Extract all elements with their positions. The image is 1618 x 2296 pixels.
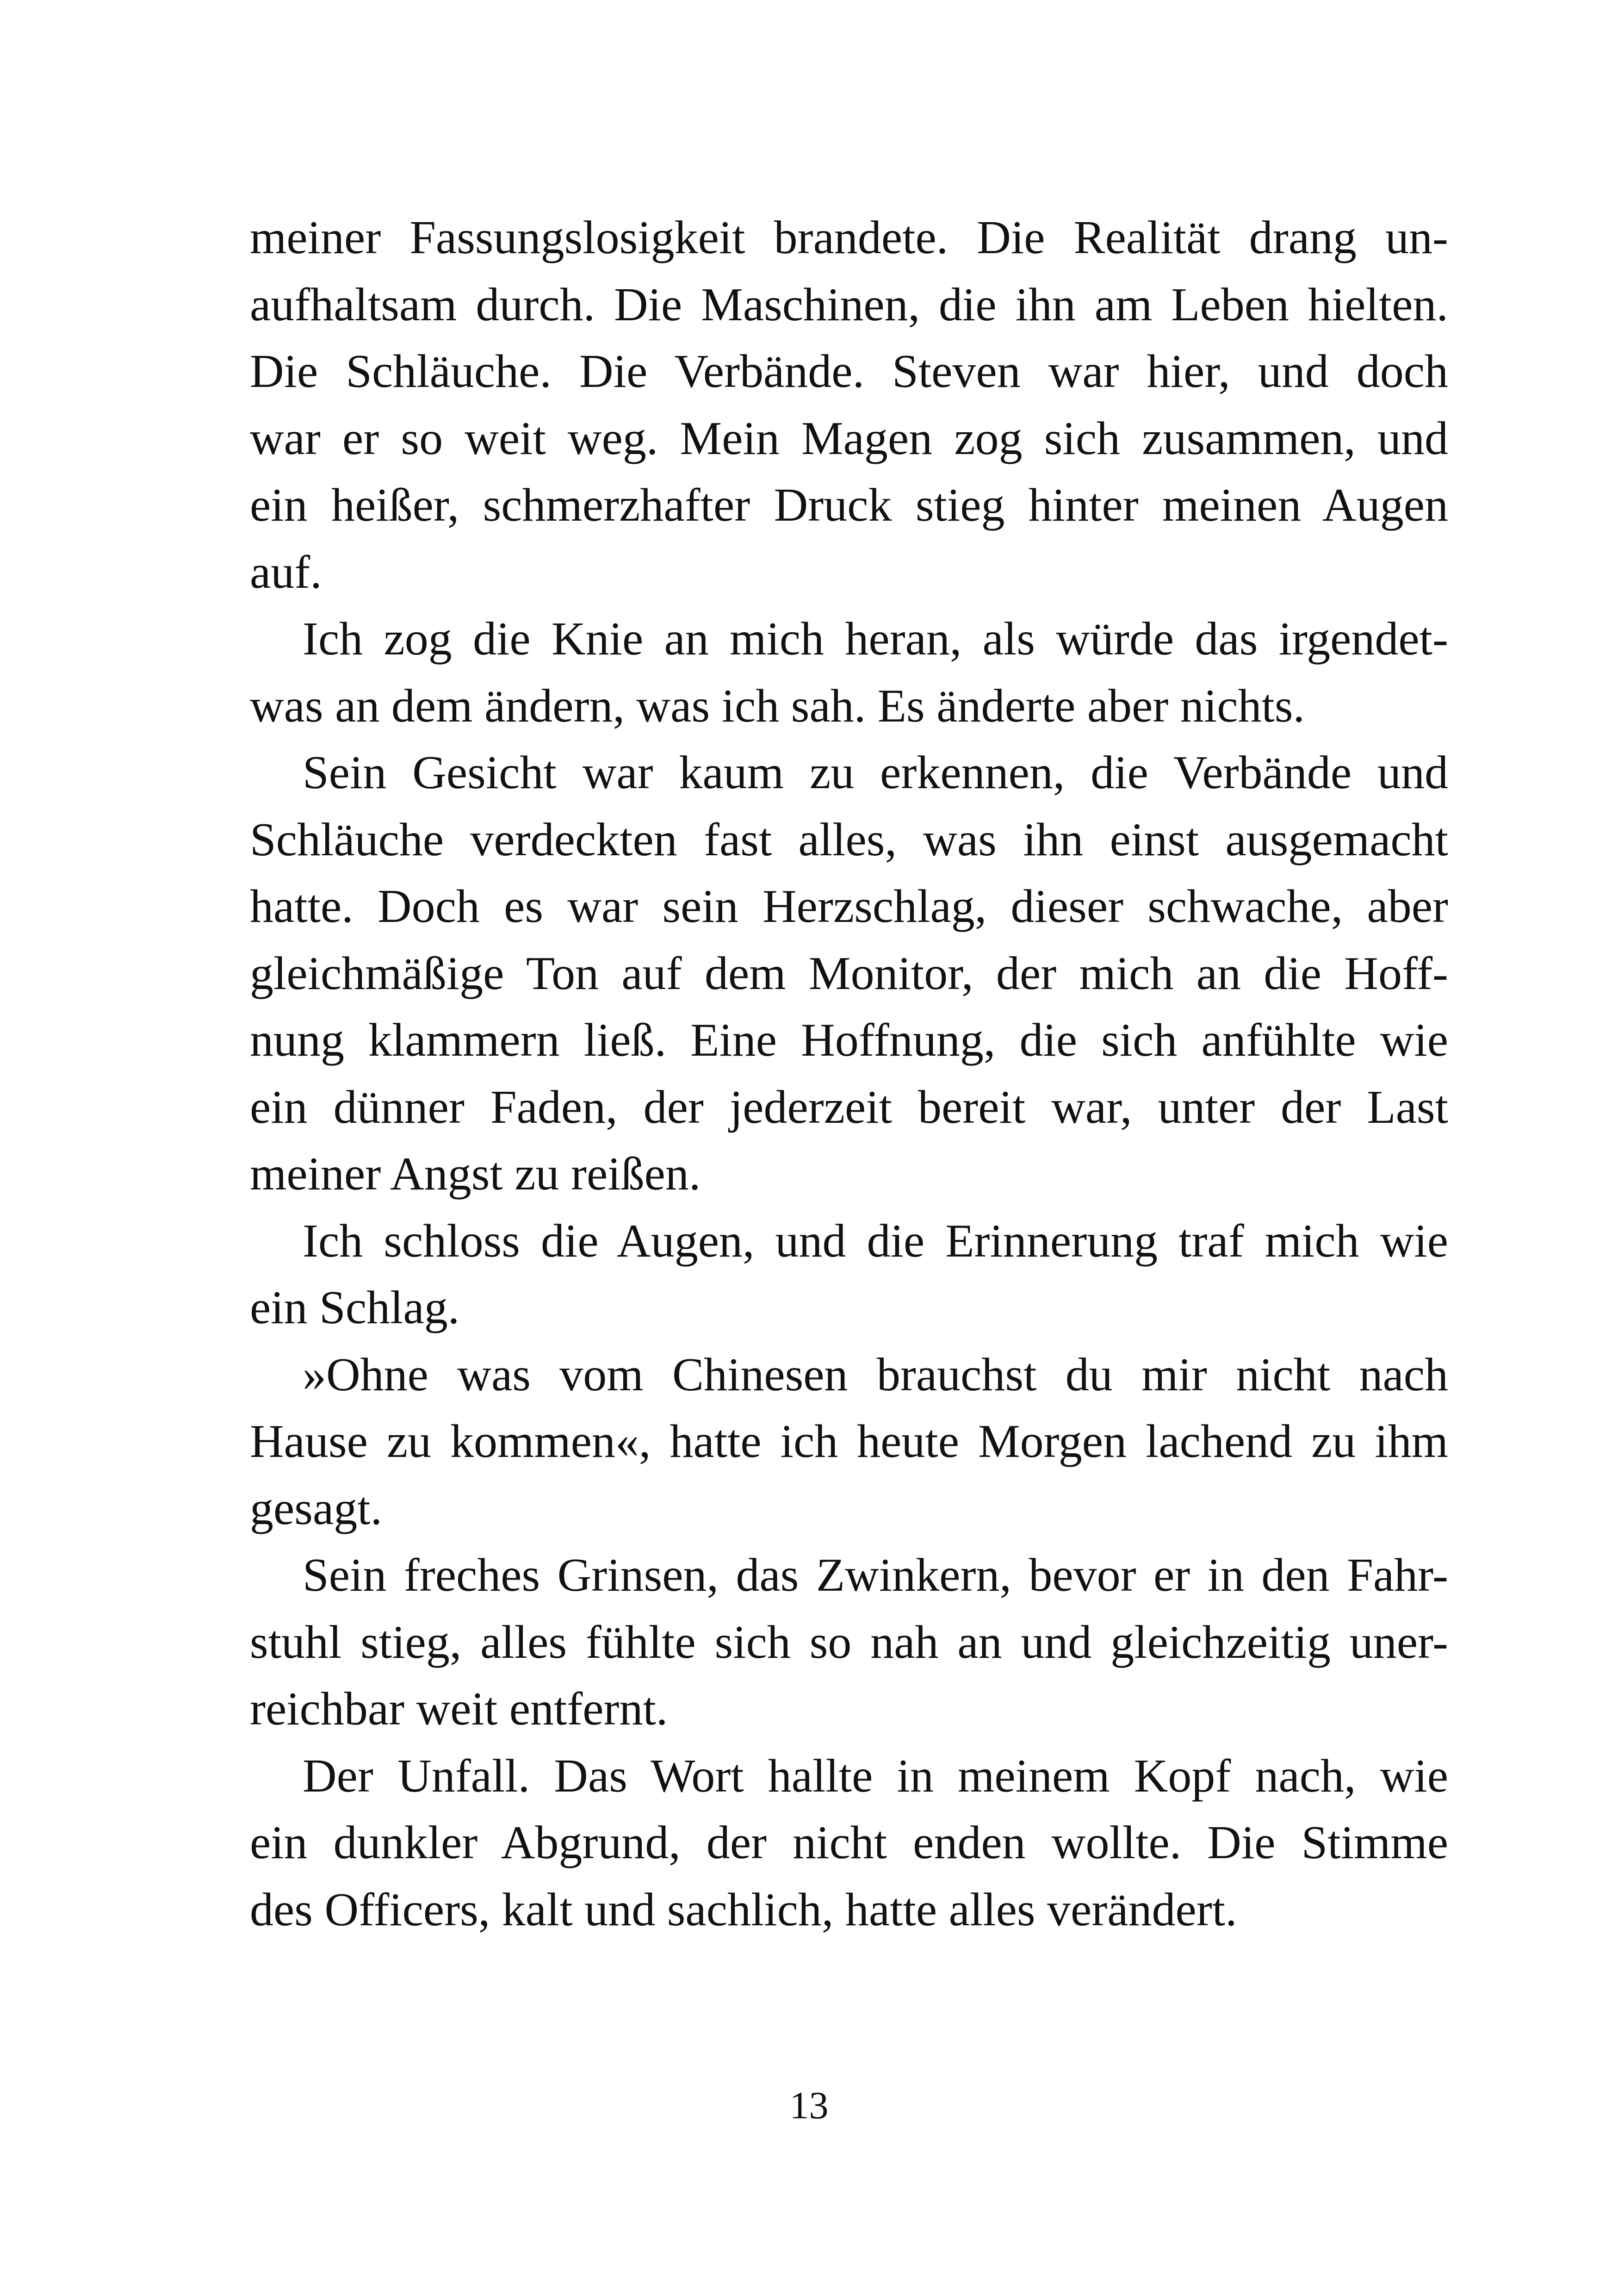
text-line: des Officers, kalt und sachlich, hatte alles verändert. <box>250 1883 1237 1936</box>
text-line: ein dünner Faden, der jederzeit bereit war, unter der Last <box>250 1081 1448 1133</box>
text-line: stuhl stieg, alles fühlte sich so nah an und gleichzeitig uner- <box>250 1616 1448 1668</box>
text-line: Ich zog die Knie an mich heran, als würde das irgendet- <box>303 613 1448 665</box>
text-line: war er so weit weg. Mein Magen zog sich zusammen, und <box>250 412 1448 465</box>
text-line: ein dunkler Abgrund, der nicht enden wollte. Die Stimme <box>250 1817 1448 1869</box>
text-line: ein heißer, schmerzhafter Druck stieg hinter meinen Augen <box>250 479 1448 531</box>
body-text <box>250 205 1448 1943</box>
text-line: Der Unfall. Das Wort hallte in meinem Kopf nach, wie <box>303 1749 1448 1802</box>
text-line: meiner Angst zu reißen. <box>250 1148 701 1200</box>
text-line: Sein freches Grinsen, das Zwinkern, bevor er in den Fahr- <box>303 1549 1448 1601</box>
text-line: Hause zu kommen«, hatte ich heute Morgen lachend zu ihm <box>250 1415 1448 1468</box>
page-number: 13 <box>789 2084 829 2127</box>
text-line: meiner Fassungslosigkeit brandete. Die Realität drang un- <box>250 212 1448 264</box>
text-line: aufhaltsam durch. Die Maschinen, die ihn am Leben hielten. <box>250 278 1448 331</box>
text-line: auf. <box>250 546 322 598</box>
text-line: Ich schloss die Augen, und die Erinnerung traf mich wie <box>303 1214 1448 1267</box>
text-line: nung klammern ließ. Eine Hoffnung, die sich anfühlte wie <box>250 1014 1448 1066</box>
text-line: was an dem ändern, was ich sah. Es änderte aber nichts. <box>250 679 1305 732</box>
text-line: hatte. Doch es war sein Herzschlag, dieser schwache, aber <box>250 880 1448 933</box>
text-line: Die Schläuche. Die Verbände. Steven war hier, und doch <box>250 345 1448 398</box>
text-line: reichbar weit entfernt. <box>250 1683 668 1735</box>
text-line: Schläuche verdeckten fast alles, was ihn einst ausgemacht <box>250 813 1448 866</box>
text-line: gesagt. <box>250 1482 383 1535</box>
text-line: »Ohne was vom Chinesen brauchst du mir nicht nach <box>303 1348 1448 1401</box>
text-line: gleichmäßige Ton auf dem Monitor, der mich an die Hoff- <box>250 947 1448 1000</box>
text-line: ein Schlag. <box>250 1282 460 1334</box>
text-line: Sein Gesicht war kaum zu erkennen, die Verbände und <box>303 747 1448 799</box>
